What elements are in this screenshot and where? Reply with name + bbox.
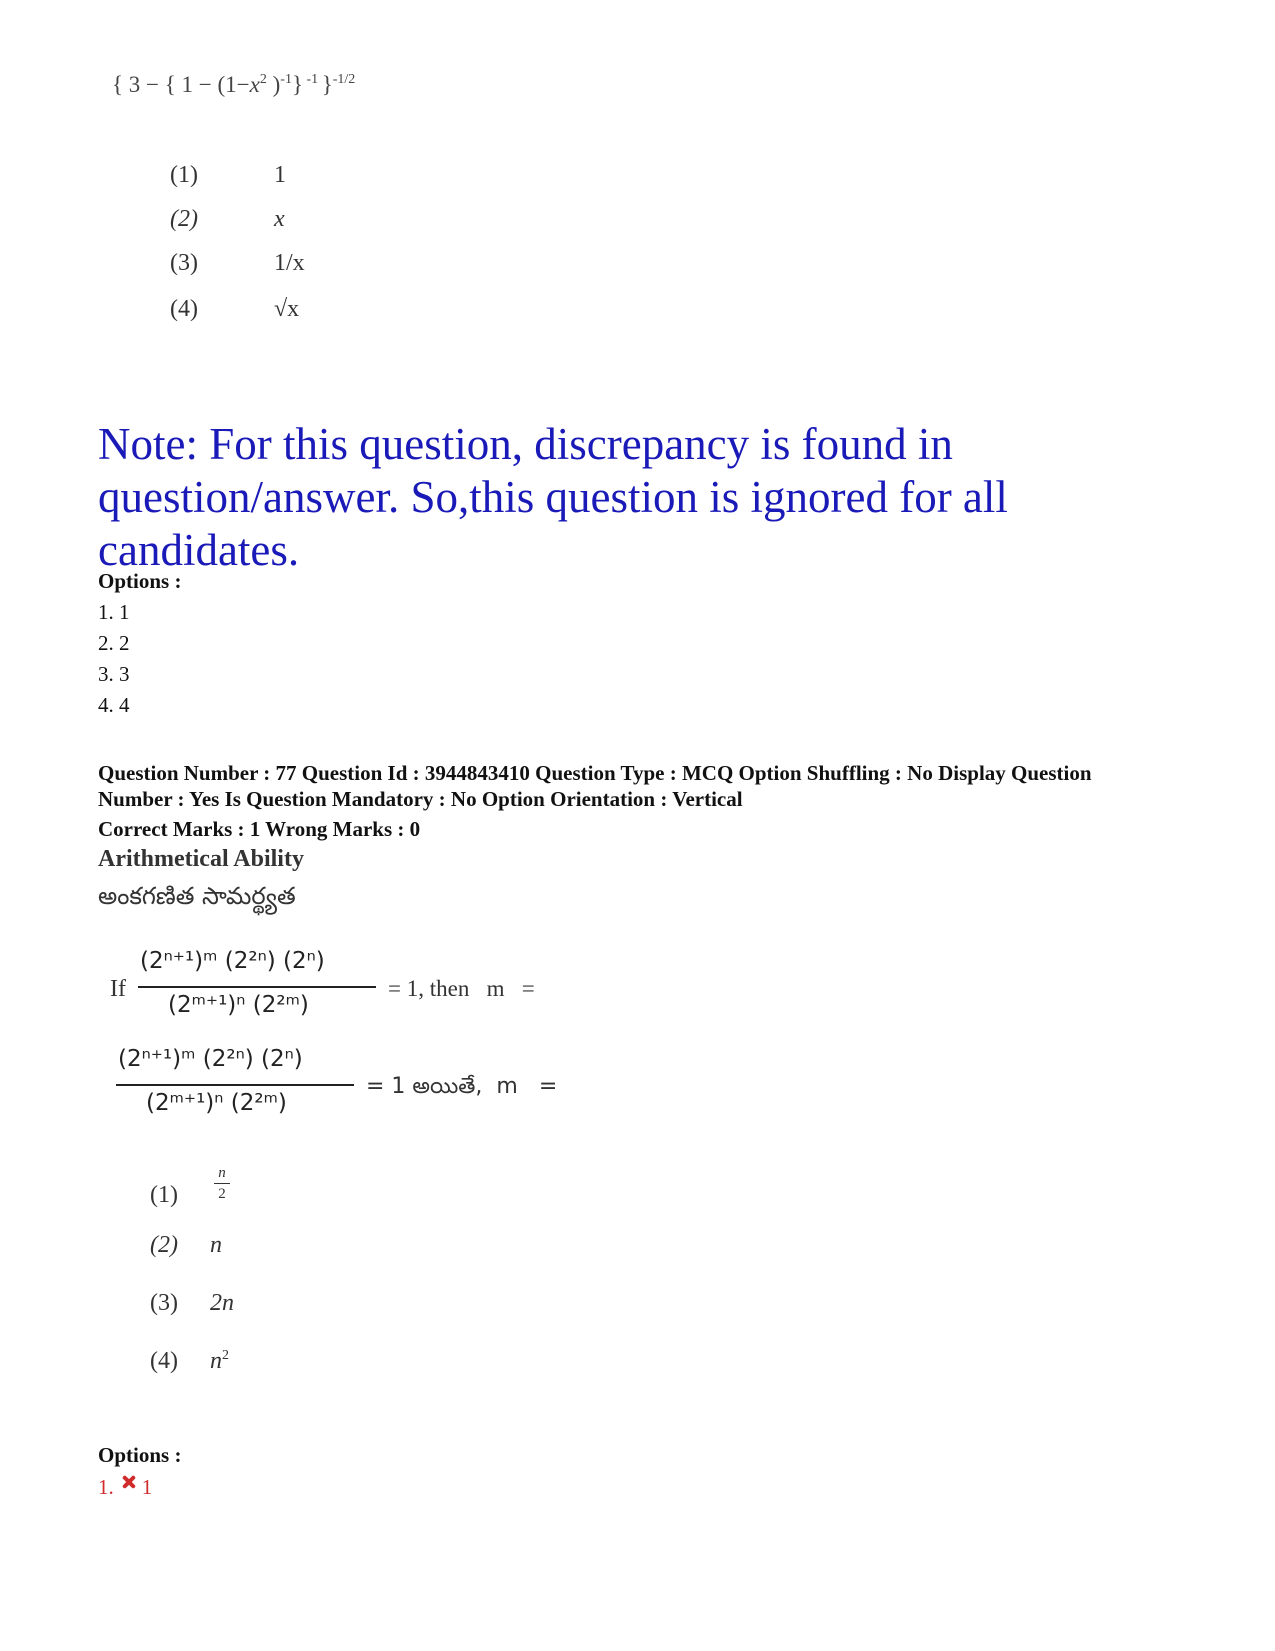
question-meta-line-2: Number : Yes Is Question Mandatory : No Option Orientation : Vertical	[98, 787, 743, 811]
expr-exp2: -1	[303, 72, 322, 87]
fraction-bar	[138, 986, 376, 988]
fraction-bar	[116, 1084, 354, 1086]
fraction-numerator: (2ⁿ⁺¹)ᵐ (2²ⁿ) (2ⁿ)	[140, 948, 325, 974]
option-value: x	[274, 206, 285, 232]
fraction-numerator: (2ⁿ⁺¹)ᵐ (2²ⁿ) (2ⁿ)	[118, 1046, 303, 1072]
option-number: (4)	[170, 296, 198, 322]
answer-option-4: 4. 4	[98, 693, 130, 717]
expr-exp3: -1/2	[332, 72, 356, 87]
answer-option-1: 1. 1	[98, 600, 130, 624]
equation-if-label: If	[110, 976, 126, 1002]
option-number: (1)	[150, 1182, 178, 1208]
equation-fraction-english	[138, 948, 378, 1028]
option-value: 1/x	[274, 250, 305, 276]
option-number: (3)	[170, 250, 198, 276]
option-number: (2)	[170, 206, 198, 232]
option-number: (3)	[150, 1290, 178, 1316]
option-number: (4)	[150, 1348, 178, 1374]
option-value	[210, 1348, 229, 1375]
equation-fraction-telugu	[116, 1046, 356, 1126]
answer-value: 1	[141, 1475, 153, 1499]
answer-option-2: 2. 2	[98, 631, 130, 655]
expr-sq: 2	[259, 72, 267, 87]
options-label: Options :	[98, 569, 182, 593]
option-value: n	[210, 1232, 222, 1258]
expr-open: { 3 − { 1 − (1−	[112, 72, 250, 97]
section-title-english: Arithmetical Ability	[98, 846, 304, 872]
equation-tail-telugu: = 1 అయితే, m =	[366, 1074, 558, 1099]
question-meta-line-1: Question Number : 77 Question Id : 3944843410 Question Type : MCQ Option Shuffling : No Display Question	[98, 761, 1092, 785]
answer-option-3: 3. 3	[98, 662, 130, 686]
answer-option-1-wrong	[98, 1472, 152, 1503]
option-value-fraction	[214, 1164, 230, 1203]
section-title-telugu: అంకగణిత సామర్థ్యత	[98, 882, 296, 910]
discrepancy-note: Note: For this question, discrepancy is found in question/answer. So,this question is ignored for all candidates.	[98, 419, 1008, 575]
fraction-denominator: (2ᵐ⁺¹)ⁿ (2²ᵐ)	[168, 992, 309, 1018]
expr-close2: }	[291, 72, 304, 97]
expr-x: x	[249, 72, 260, 97]
option-value: 1	[274, 162, 286, 188]
option-value: 2n	[210, 1290, 234, 1316]
fraction-bar	[214, 1183, 230, 1184]
expr-exp1: -1	[280, 72, 292, 87]
expr-close1: )	[266, 72, 281, 97]
fraction-denominator: (2ᵐ⁺¹)ⁿ (2²ᵐ)	[146, 1090, 287, 1116]
question-marks: Correct Marks : 1 Wrong Marks : 0	[98, 817, 421, 841]
option-number: (2)	[150, 1232, 178, 1258]
option-base: n	[210, 1348, 222, 1374]
equation-tail-english: = 1, then m =	[388, 976, 535, 1001]
option-exponent: 2	[222, 1348, 229, 1363]
fraction-numerator: n	[218, 1165, 226, 1181]
options-label-q77: Options :	[98, 1443, 182, 1467]
option-number: (1)	[170, 162, 198, 188]
option-value: √x	[274, 296, 300, 322]
cross-icon	[120, 1474, 136, 1490]
q76-expression	[112, 72, 355, 98]
expr-close3: }	[321, 72, 333, 97]
fraction-denominator: 2	[218, 1186, 226, 1202]
answer-index: 1.	[98, 1475, 114, 1499]
